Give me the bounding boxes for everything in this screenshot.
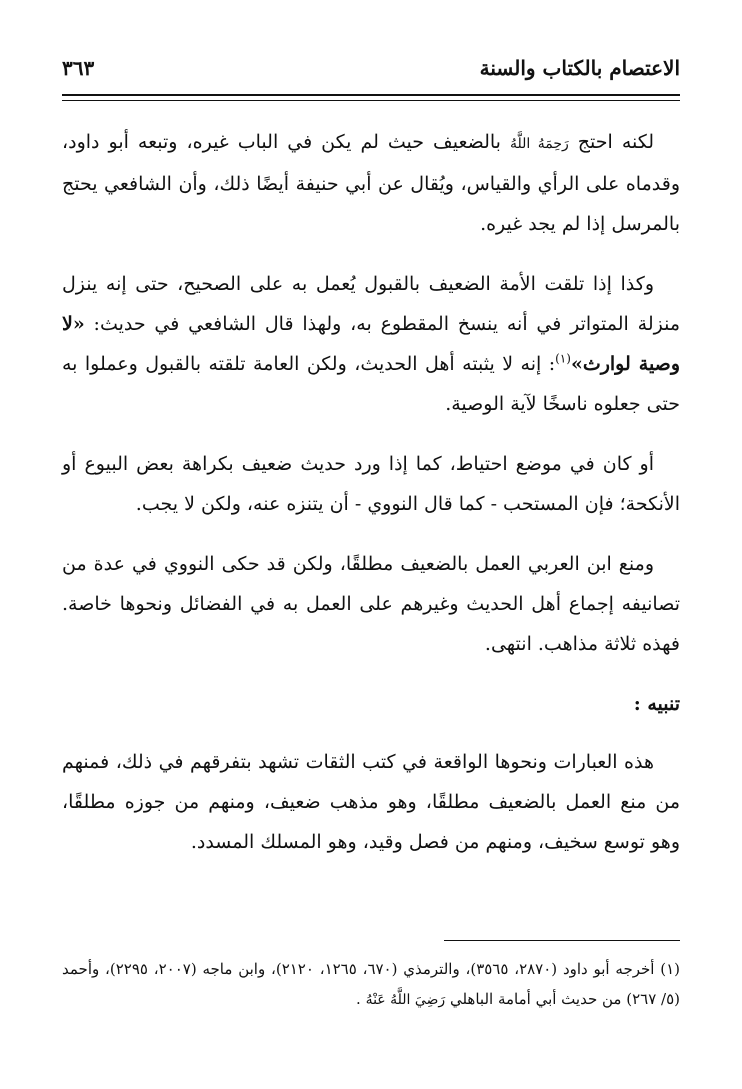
header-rule-thin — [62, 100, 680, 101]
paragraph-5: هذه العبارات ونحوها الواقعة في كتب الثقات تشهد بتفرقهم في ذلك، فمنهم من منع العمل بالضعيف مطلقًا، وهو مذهب ضعيف، ومنهم من جوزه مطلقًا، وهو توسع سخيف، ومنهم من فصل وقيد، وهو المسلك المسدد. — [62, 751, 680, 853]
section-heading: تنبيه : — [633, 693, 680, 715]
paragraph-3: أو كان في موضع احتياط، كما إذا ورد حديث ضعيف بكراهة بعض البيوع أو الأنكحة؛ فإن المستحب - كما قال النووي - أن يتنزه عنه، ولكن لا يجب. — [62, 453, 680, 515]
honorific-glyph: رَحِمَهُ اللَّهُ — [510, 136, 569, 152]
paragraph-1: لكنه احتج رَحِمَهُ اللَّهُ بالضعيف حيث لم يكن في الباب غيره، وتبعه أبو داود، وقدماه على الرأي والقياس، ويُقال عن أبي حنيفة أيضًا ذلك، وأن الشافعي يحتج بالمرسل إذا لم يجد غيره. — [62, 131, 680, 235]
running-header — [62, 56, 680, 92]
main-text — [62, 122, 680, 882]
paragraph-2: وكذا إذا تلقت الأمة الضعيف بالقبول يُعمل به على الصحيح، حتى إنه ينزل منزلة المتواتر في أنه ينسخ المقطوع به، ولهذا قال الشافعي في حديث: «لا وصية لوارث»$^{(١)}$: إنه لا يثبته أهل الحديث، ولكن العامة تلقته بالقبول وعملوا به حتى جعلوه ناسخًا لآية الوصية. — [62, 273, 680, 415]
footnote: (١) أخرجه أبو داود (٢٨٧٠، ٣٥٦٥)، والترمذي (٦٧٠، ١٢٦٥، ٢١٢٠)، وابن ماجه (٢٠٠٧، ٢٢٩٥)، وأحمد (٥/ ٢٦٧) من حديث أبي أمامة الباهلي رَضِيَ اللَّهُ عَنْهُ . — [62, 960, 680, 1008]
page-number: ٣٦٣ — [62, 56, 95, 80]
paragraph-4: ومنع ابن العربي العمل بالضعيف مطلقًا، ولكن قد حكى النووي في عدة من تصانيفه إجماع أهل الحديث وغيرهم على العمل به في الفضائل ونحوها خاصة. فهذه ثلاثة مذاهب. انتهى. — [62, 553, 680, 655]
footnote-marker[interactable]: (١) — [555, 351, 571, 366]
running-title: الاعتصام بالكتاب والسنة — [479, 56, 680, 80]
header-rule-thick — [62, 94, 680, 96]
hadith-quote: «لا وصية لوارث» — [62, 313, 680, 375]
footnote-separator — [444, 940, 680, 941]
book-page — [62, 0, 680, 1089]
honorific-glyph: رَضِيَ اللَّهُ عَنْهُ — [365, 992, 446, 1008]
